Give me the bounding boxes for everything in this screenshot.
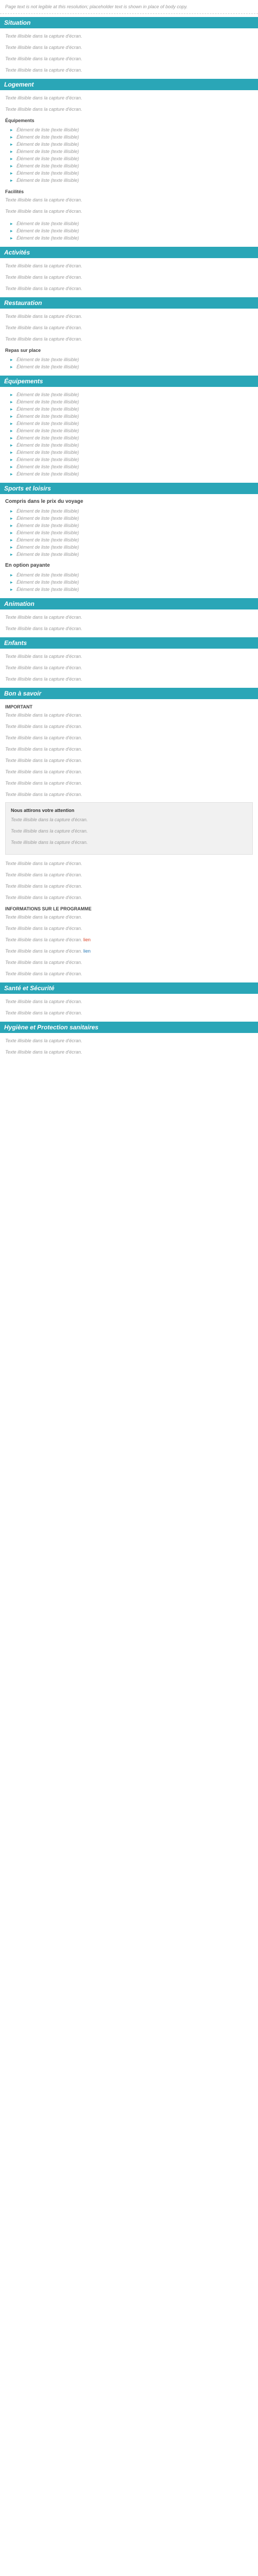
section-sante (0, 982, 258, 1016)
bon-paragraph: Texte illisible dans la capture d'écran. (5, 735, 82, 740)
paragraph-text: Texte illisible dans la capture d'écran. (5, 948, 82, 954)
section-header-situation: Situation (0, 17, 258, 28)
sante-paragraph: Texte illisible dans la capture d'écran. (5, 1010, 82, 1015)
activites-paragraph: Texte illisible dans la capture d'écran. (5, 286, 82, 291)
bon-paragraph: Texte illisible dans la capture d'écran. (5, 769, 82, 774)
list-item: ▸ Élément de liste (texte illisible) (10, 177, 253, 184)
list-item: ▸ Élément de liste (texte illisible) (10, 170, 253, 177)
bon-paragraph: Texte illisible dans la capture d'écran. (5, 724, 82, 729)
section-header-sante: Santé et Sécurité (0, 982, 258, 994)
section-header-enfants: Enfants (0, 637, 258, 649)
list-item: ▸ Élément de liste (texte illisible) (10, 551, 253, 558)
important-label: IMPORTANT (5, 704, 33, 709)
section-logement (0, 79, 258, 215)
list-item: ▸ Élément de liste (texte illisible) (10, 356, 253, 363)
hotel-description-page (0, 0, 258, 1056)
sports-included-list (5, 507, 253, 558)
attention-box-paragraph: Texte illisible dans la capture d'écran. (11, 840, 88, 845)
section-logement-equipements (0, 220, 258, 242)
section-header-hygiene: Hygiène et Protection sanitaires (0, 1022, 258, 1033)
activites-paragraph: Texte illisible dans la capture d'écran. (5, 275, 82, 280)
restauration-paragraph: Texte illisible dans la capture d'écran. (5, 314, 82, 319)
section-header-sports: Sports et loisirs (0, 483, 258, 494)
bon-paragraph: Texte illisible dans la capture d'écran. (5, 792, 82, 797)
section-animation (0, 598, 258, 632)
restauration-sub-label: Repas sur place (5, 348, 41, 353)
section-situation (0, 17, 258, 74)
section-header-logement: Logement (0, 79, 258, 90)
logement-paragraph: Texte illisible dans la capture d'écran. (5, 197, 82, 202)
list-item: ▸ Élément de liste (texte illisible) (10, 141, 253, 148)
activites-paragraph: Texte illisible dans la capture d'écran. (5, 263, 82, 268)
bon-paragraph: Texte illisible dans la capture d'écran. (5, 914, 82, 920)
section-hygiene (0, 1022, 258, 1056)
attention-box-title: Nous attirons votre attention (11, 808, 75, 813)
animation-paragraph: Texte illisible dans la capture d'écran. (5, 615, 82, 620)
sports-included-heading: Compris dans le prix du voyage (5, 499, 84, 504)
list-item: ▸ Élément de liste (texte illisible) (10, 162, 253, 170)
list-item: ▸ Élément de liste (texte illisible) (10, 227, 253, 234)
bon-paragraph: Texte illisible dans la capture d'écran. (5, 758, 82, 763)
enfants-paragraph: Texte illisible dans la capture d'écran. (5, 654, 82, 659)
animation-paragraph: Texte illisible dans la capture d'écran. (5, 626, 82, 631)
section-header-restauration: Restauration (0, 297, 258, 309)
logement-facilites-label: Facilités (5, 189, 24, 194)
situation-paragraph: Texte illisible dans la capture d'écran. (5, 56, 82, 61)
logement-equipements-label: Équipements (5, 118, 35, 123)
enfants-paragraph: Texte illisible dans la capture d'écran. (5, 676, 82, 682)
bon-paragraph: Texte illisible dans la capture d'écran. (5, 747, 82, 752)
bon-paragraph: Texte illisible dans la capture d'écran. (5, 971, 82, 976)
list-item: ▸ Élément de liste (texte illisible) (10, 470, 253, 478)
bon-paragraph (5, 936, 253, 943)
list-item: ▸ Élément de liste (texte illisible) (10, 536, 253, 544)
inline-link[interactable]: lien (83, 948, 91, 954)
restauration-list (5, 356, 253, 370)
list-item: ▸ Élément de liste (texte illisible) (10, 133, 253, 141)
list-item: ▸ Élément de liste (texte illisible) (10, 442, 253, 449)
sports-option-list (5, 571, 253, 593)
list-item: ▸ Élément de liste (texte illisible) (10, 398, 253, 405)
list-item: ▸ Élément de liste (texte illisible) (10, 363, 253, 370)
inline-link[interactable]: lien (83, 937, 91, 942)
section-header-activites: Activités (0, 247, 258, 258)
enfants-paragraph: Texte illisible dans la capture d'écran. (5, 665, 82, 670)
list-item: ▸ Élément de liste (texte illisible) (10, 391, 253, 398)
list-item: ▸ Élément de liste (texte illisible) (10, 220, 253, 227)
logement-paragraph: Texte illisible dans la capture d'écran. (5, 95, 82, 100)
situation-paragraph: Texte illisible dans la capture d'écran. (5, 67, 82, 73)
section-header-bon-a-savoir: Bon à savoir (0, 688, 258, 699)
list-item: ▸ Élément de liste (texte illisible) (10, 544, 253, 551)
section-restauration (0, 297, 258, 370)
list-item: ▸ Élément de liste (texte illisible) (10, 463, 253, 470)
section-header-equipements: Équipements (0, 376, 258, 387)
list-item: ▸ Élément de liste (texte illisible) (10, 529, 253, 536)
list-item: ▸ Élément de liste (texte illisible) (10, 420, 253, 427)
restauration-paragraph: Texte illisible dans la capture d'écran. (5, 325, 82, 330)
attention-box-paragraph: Texte illisible dans la capture d'écran. (11, 817, 88, 822)
list-item: ▸ Élément de liste (texte illisible) (10, 586, 253, 593)
bon-paragraph: Texte illisible dans la capture d'écran. (5, 960, 82, 965)
restauration-paragraph: Texte illisible dans la capture d'écran. (5, 336, 82, 342)
logement-paragraph: Texte illisible dans la capture d'écran. (5, 209, 82, 214)
list-item: ▸ Élément de liste (texte illisible) (10, 507, 253, 515)
attention-box-paragraph: Texte illisible dans la capture d'écran. (11, 828, 88, 834)
bon-paragraph (5, 947, 253, 955)
sante-paragraph: Texte illisible dans la capture d'écran. (5, 999, 82, 1004)
logement-equipements-list (5, 126, 253, 184)
list-item: ▸ Élément de liste (texte illisible) (10, 427, 253, 434)
list-item: ▸ Élément de liste (texte illisible) (10, 155, 253, 162)
list-item: ▸ Élément de liste (texte illisible) (10, 456, 253, 463)
bon-paragraph: Texte illisible dans la capture d'écran. (5, 884, 82, 889)
list-item: ▸ Élément de liste (texte illisible) (10, 126, 253, 133)
list-item: ▸ Élément de liste (texte illisible) (10, 434, 253, 442)
list-item: ▸ Élément de liste (texte illisible) (10, 148, 253, 155)
list-item: ▸ Élément de liste (texte illisible) (10, 579, 253, 586)
section-sports (0, 483, 258, 593)
equipements-main-list (5, 391, 253, 478)
situation-paragraph: Texte illisible dans la capture d'écran. (5, 45, 82, 50)
section-bon-a-savoir (0, 688, 258, 977)
list-item: ▸ Élément de liste (texte illisible) (10, 571, 253, 579)
hygiene-paragraph: Texte illisible dans la capture d'écran. (5, 1049, 82, 1055)
bon-paragraph: Texte illisible dans la capture d'écran. (5, 861, 82, 866)
situation-paragraph: Texte illisible dans la capture d'écran. (5, 33, 82, 39)
paragraph-text: Texte illisible dans la capture d'écran. (5, 937, 82, 942)
bon-paragraph: Texte illisible dans la capture d'écran. (5, 713, 82, 718)
bon-paragraph: Texte illisible dans la capture d'écran. (5, 781, 82, 786)
list-item: ▸ Élément de liste (texte illisible) (10, 413, 253, 420)
legibility-notice: Page text is not legible at this resolution; placeholder text is shown in place of body copy. (0, 0, 258, 14)
equipements-list (5, 220, 253, 242)
sports-option-heading: En option payante (5, 563, 50, 568)
list-item: ▸ Élément de liste (texte illisible) (10, 522, 253, 529)
section-equipements (0, 376, 258, 478)
program-info-heading: INFORMATIONS SUR LE PROGRAMME (5, 906, 92, 911)
logement-paragraph: Texte illisible dans la capture d'écran. (5, 107, 82, 112)
list-item: ▸ Élément de liste (texte illisible) (10, 449, 253, 456)
section-enfants (0, 637, 258, 683)
bon-paragraph: Texte illisible dans la capture d'écran. (5, 926, 82, 931)
hygiene-paragraph: Texte illisible dans la capture d'écran. (5, 1038, 82, 1043)
list-item: ▸ Élément de liste (texte illisible) (10, 234, 253, 242)
attention-box (5, 802, 253, 855)
bon-paragraph: Texte illisible dans la capture d'écran. (5, 895, 82, 900)
list-item: ▸ Élément de liste (texte illisible) (10, 515, 253, 522)
bon-paragraph: Texte illisible dans la capture d'écran. (5, 872, 82, 877)
section-header-animation: Animation (0, 598, 258, 609)
list-item: ▸ Élément de liste (texte illisible) (10, 405, 253, 413)
section-activites (0, 247, 258, 292)
